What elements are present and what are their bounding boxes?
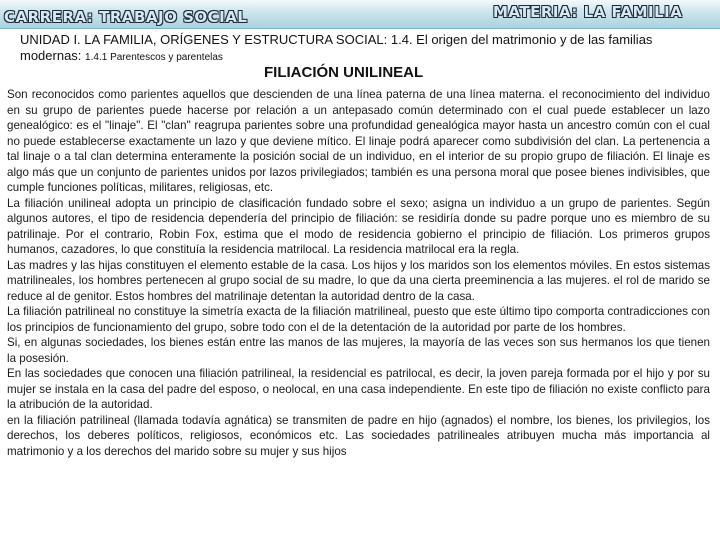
unit-heading: [20, 32, 700, 66]
paragraph: La filiación patrilineal no constituye la simetría exacta de la filiación matrilineal, puesto que este último tipo comporta contradicciones con los principios de funcionamiento del grupo, sobre todo con el de la detentación de la autoridad por parte de los hombres.: [7, 305, 710, 334]
career-heading: CARRERA: TRABAJO SOCIAL: [4, 8, 248, 26]
paragraph: en la filiación patrilineal (llamada todavía agnática) se transmiten de padre en hijo (agnados) el nombre, los bienes, los privilegios, los derechos, los deberes políticos, religiosos, económicos etc. Las sociedades patrilineales atribuyen mucha más importancia al matrimonio y a los derechos del marido sobre su mujer y sus hijos: [7, 413, 710, 458]
unit-subtopic: 1.4.1 Parentescos y parentelas: [85, 52, 223, 63]
unit-topic: 1.4. El origen del matrimonio y de las familias modernas:: [20, 32, 653, 63]
paragraph: Si, en algunas sociedades, los bienes están entre las manos de las mujeres, la mayoría de las veces son sus hermanos los que tienen la posesión.: [7, 336, 710, 365]
subject-heading: MATERIA: LA FAMILIA: [493, 3, 683, 21]
body-text: [7, 87, 710, 459]
paragraph: En las sociedades que conocen una filiación patrilineal, la residencial es patrilocal, es decir, la joven pareja formada por el hijo y por su mujer se instala en la casa del padre del esposo, o neolocal, en una casa independiente. En este tipo de filiación no existe conflicto para la atribución de la autoridad.: [7, 367, 710, 411]
unit-label: UNIDAD I. LA FAMILIA, ORÍGENES Y ESTRUCTURA SOCIAL:: [20, 32, 388, 47]
paragraph: La filiación unilineal adopta un principio de clasificación fundado sobre el sexo; asigna un individuo a un grupo de parientes. Según algunos autores, el tipo de residencia dependería del principio de filiación: se residiría donde su padre porque uno es miembro de su patrilinaje. Por el contrario, Robin Fox, estima que el modo de residencia gobierno el principio de filiación. Los primeros grupos humanos, cazadores, lo que constituía la residencia matrilocal. La residencia matrilocal era la regla.: [7, 196, 710, 256]
paragraph: Las madres y las hijas constituyen el elemento estable de la casa. Los hijos y los maridos son los elementos móviles. En estos sistemas matrilineales, los hombres pertenecen al grupo social de su madre, lo que da una cierta preeminencia a las mujeres. el rol de marido se reduce al de genitor. Estos hombres del matrilinaje detentan la autoridad dentro de la casa.: [7, 258, 710, 303]
paragraph: Son reconocidos como parientes aquellos que descienden de una línea paterna de una línea materna. el reconocimiento del individuo en su grupo de parientes puede hacerse por relación a un antepasado común determinado con el cual puede establecer un lazo genealógico: es el "linaje". El "clan" reagrupa parientes sobre una profundidad genealógica mayor hasta un ancestro común con el cual no puede establecerse exactamente un lazo y que deviene mítico. El linaje podrá aparecer como subdivisión del clan. La pertenencia a tal linaje o a tal clan determina enteramente la posición social de un individuo, en el interior de su propio grupo de filiación. El linaje es algo más que un conjunto de parientes unidos por lazos privilegiados; también es una persona moral que posee bienes indivisibles, que cumple funciones políticas, militares, religiosas, etc.: [7, 88, 710, 194]
section-title: FILIACIÓN UNILINEAL: [264, 64, 424, 81]
